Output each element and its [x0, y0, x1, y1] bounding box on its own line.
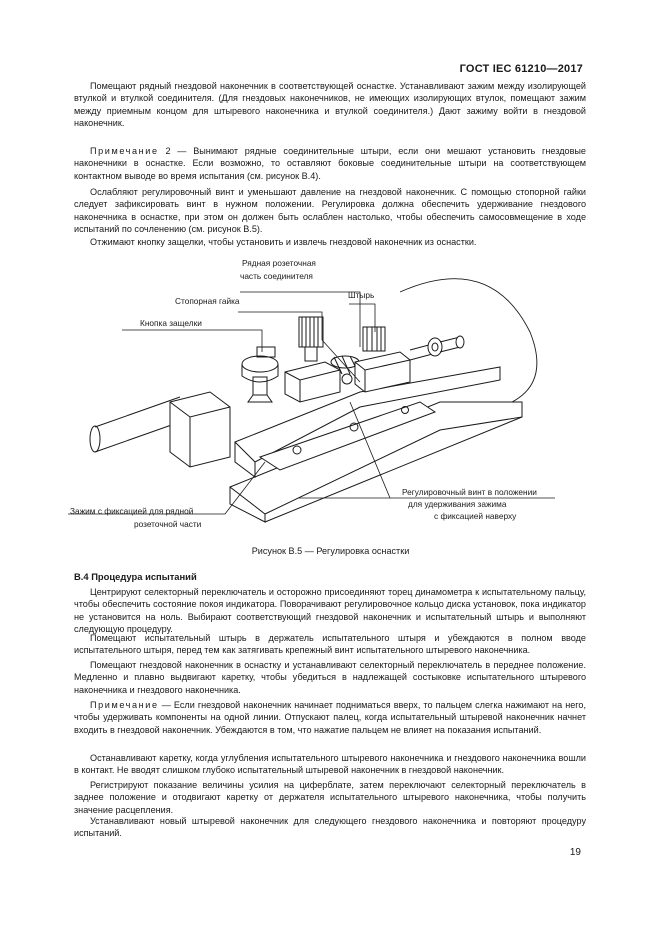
paragraph-7: Останавливают каретку, когда углубления испытательного штыревого наконечника и гнездового наконечника вошли в контакт. Не вводят слишком глубоко испытательный штыревой наконечник в гнездовой наконечник. [74, 753, 586, 776]
label-latch-button: Кнопка защелки [140, 318, 202, 328]
label-adjusting-screw-line2: для удерживания зажима [408, 499, 507, 509]
label-clamp-line1: Зажим с фиксацией для рядной [70, 506, 194, 516]
note-1-label: Примечание [90, 146, 159, 156]
label-adjusting-screw-line3: с фиксацией наверху [434, 511, 517, 521]
figure-caption: Рисунок В.5 — Регулировка оснастки [251, 546, 410, 556]
note-2-label: Примечание [90, 700, 159, 710]
fixture-drawing [60, 252, 580, 542]
note-1 [74, 145, 586, 182]
paragraph-4: Центрируют селекторный переключатель и осторожно присоединяют торец динамометра к испытательному пальцу, чтобы обеспечить состояние покоя индикатора. Поворачивают регулировочное кольцо диска установок, пока индикатор не установится на ноль. Выбирают соответствующий гнездовой наконечник и испытательный штырь и выполняют следующую процедуру. [74, 587, 586, 635]
document-standard-header: ГОСТ IEC 61210—2017 [459, 63, 583, 75]
label-row-socket-line2: часть соединителя [240, 271, 313, 281]
note-2 [74, 699, 586, 736]
section-heading: В.4 Процедура испытаний [74, 571, 197, 582]
paragraph-8: Регистрируют показание величины усилия на циферблате, затем переключают селекторный переключатель в заднее положение и отодвигают каретку от держателя испытательного штыревого наконечника, чтобы получить значение расцепления. [74, 780, 586, 815]
note-2-text: — Если гнездовой наконечник начинает подниматься вверх, то пальцем слегка нажимают на него, чтобы удерживать компоненты на одной линии. Отпускают палец, когда испытательный штыревой наконечник начнет входить в гнездовой наконечник. Убеждаются в том, что нажатие пальцем не влияет на показания испытаний. [74, 700, 586, 735]
label-locknut: Стопорная гайка [175, 296, 240, 306]
label-clamp-line2: розеточной части [134, 519, 202, 529]
label-adjusting-screw-line1: Регулировочный винт в положении [402, 487, 537, 497]
note-1-text: 2 — Вынимают рядные соединительные штыри, если они мешают установить гнездовые наконечники в оснастке. Если возможно, то оставляют боковые соединительные штыри на соответствующем контактном выводе во время испытания (см. рисунок В.4). [74, 146, 586, 181]
label-row-socket-line1: Рядная розеточная [242, 258, 316, 268]
paragraph-1: Помещают рядный гнездовой наконечник в соответствующей оснастке. Устанавливают зажим между изолирующей втулкой и втулкой соединителя. (Для гнездовых наконечников, не имеющих изолирующих втулок, помещают зажим между приемным концом для штыревого наконечника и втулкой соединителя.) Дают зажиму войти в гнездовой наконечник. [74, 81, 586, 129]
label-pins: Штырь [348, 290, 375, 300]
paragraph-9: Устанавливают новый штыревой наконечник для следующего гнездового наконечника и повторяют процедуру испытаний. [74, 816, 586, 839]
paragraph-3: Отжимают кнопку защелки, чтобы установить и извлечь гнездовой наконечник из оснастки. [90, 237, 477, 247]
page-number: 19 [569, 847, 581, 858]
paragraph-6: Помещают гнездовой наконечник в оснастку и устанавливают селекторный переключатель в переднее положение. Медленно и плавно выдвигают каретку, чтобы убедиться в надлежащей состыковке испытательного штыревого наконечника и гнездового наконечника. [74, 660, 586, 695]
figure-b5 [60, 252, 580, 542]
paragraph-2: Ослабляют регулировочный винт и уменьшают давление на гнездовой наконечник. С помощью стопорной гайки следует зафиксировать винт в нужном положении. Регулировка должна обеспечить удерживание гнездового наконечника в оснастке, при этом он должен быть ослаблен настолько, чтобы обеспечить самосовмещение в ходе испытаний по сочленению (см. рисунок В.5). [74, 187, 586, 235]
paragraph-5: Помещают испытательный штырь в держатель испытательного штыря и убеждаются в полном вводе испытательного штыря, перед тем как затягивать крепежный винт испытательного штыревого наконечника. [74, 633, 586, 656]
